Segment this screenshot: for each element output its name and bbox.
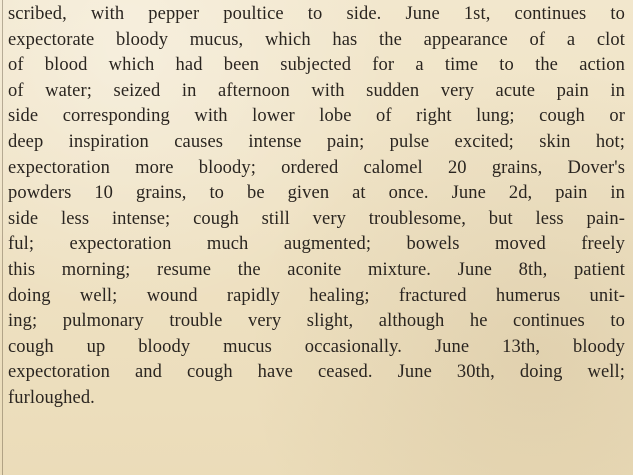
text-line: powders 10 grains, to be given at once. June 2d, pain in bbox=[8, 183, 625, 204]
text-line: ful; expectoration much augmented; bowels moved freely bbox=[8, 234, 625, 255]
text-line: expectoration and cough have ceased. June 30th, doing well; bbox=[8, 362, 625, 383]
text-line: side corresponding with lower lobe of right lung; cough or bbox=[8, 106, 625, 127]
text-line: this morning; resume the aconite mixture. June 8th, patient bbox=[8, 259, 625, 280]
text-line: expectoration more bloody; ordered calomel 20 grains, Dover's bbox=[8, 157, 625, 178]
text-line: doing well; wound rapidly healing; fractured humerus unit- bbox=[8, 285, 625, 306]
text-line: cough up bloody mucus occasionally. June 13th, bloody bbox=[8, 336, 625, 357]
text-line: scribed, with pepper poultice to side. June 1st, continues to bbox=[8, 4, 625, 24]
paragraph-text bbox=[8, 2, 625, 412]
text-line: deep inspiration causes intense pain; pulse excited; skin hot; bbox=[8, 131, 625, 152]
text-line: side less intense; cough still very troublesome, but less pain- bbox=[8, 208, 625, 229]
text-line: of water; seized in afternoon with sudden very acute pain in bbox=[8, 80, 625, 101]
column-rule bbox=[2, 0, 3, 475]
text-line: of blood which had been subjected for a time to the action bbox=[8, 55, 625, 76]
text-line: ing; pulmonary trouble very slight, although he continues to bbox=[8, 311, 625, 332]
text-line: expectorate bloody mucus, which has the appearance of a clot bbox=[8, 29, 625, 50]
text-line: furloughed. bbox=[8, 387, 95, 408]
